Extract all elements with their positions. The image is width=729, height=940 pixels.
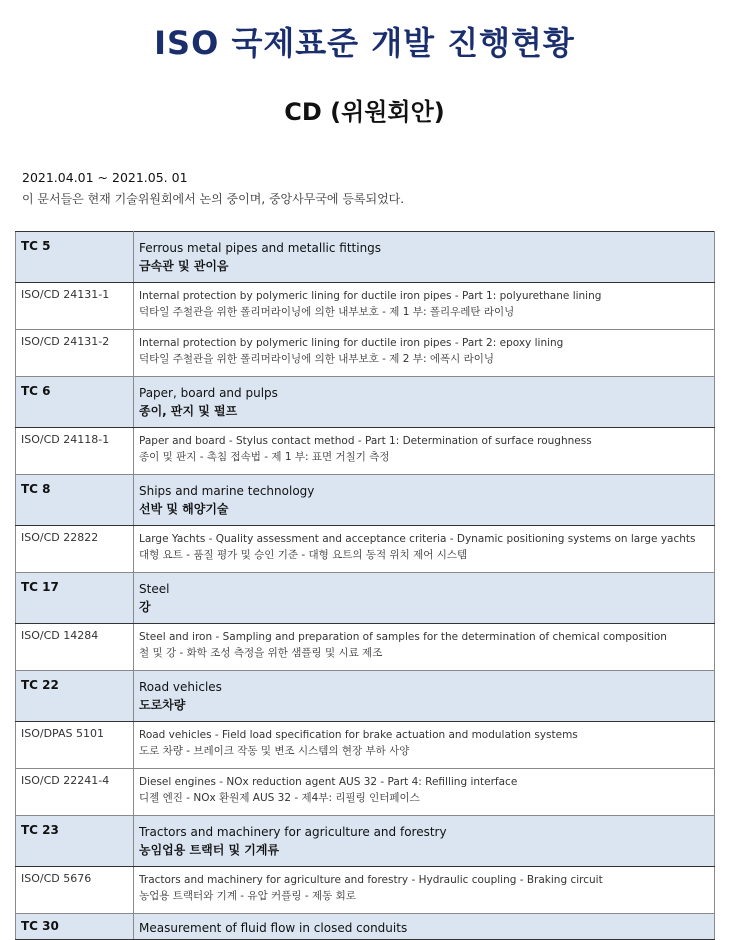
intro-note: 이 문서들은 현재 기술위원회에서 논의 중이며, 중앙사무국에 등록되었다. xyxy=(22,192,405,206)
tc-name-ko: 농임업용 트랙터 및 기계류 xyxy=(139,843,280,857)
doc-title-cell xyxy=(134,867,715,914)
tc-row xyxy=(16,816,715,867)
tc-name-cell xyxy=(134,232,715,283)
tc-row xyxy=(16,377,715,428)
tc-code: TC 23 xyxy=(16,816,134,867)
doc-title-ko: 덕타일 주철관을 위한 폴리머라이닝에 의한 내부보호 - 제 2 부: 에폭시 라이닝 xyxy=(139,353,495,365)
doc-title-ko: 종이 및 판지 - 촉침 접속법 - 제 1 부: 표면 거칠기 측정 xyxy=(139,451,390,463)
tc-name-ko: 금속관 및 관이음 xyxy=(139,259,229,273)
doc-row xyxy=(16,330,715,377)
doc-title-ko: 도로 차량 - 브레이크 작동 및 변조 시스템의 현장 부하 사양 xyxy=(139,745,410,757)
standards-table-body xyxy=(16,232,715,940)
tc-name-cell xyxy=(134,475,715,526)
doc-title-ko: 디젤 엔진 - NOx 환원제 AUS 32 - 제4부: 리필링 인터페이스 xyxy=(139,792,420,804)
page-subtitle: CD (위원회안) xyxy=(284,98,445,126)
doc-title-cell xyxy=(134,428,715,475)
doc-title-en: Diesel engines - NOx reduction agent AUS 32 - Part 4: Refilling interface xyxy=(139,776,518,788)
doc-title-en: Steel and iron - Sampling and preparation of samples for the determination of chemical composition xyxy=(139,631,667,643)
tc-name-en: Steel xyxy=(139,582,170,596)
doc-title-ko: 농업용 트랙터와 기계 - 유압 커플링 - 제동 회로 xyxy=(139,890,356,902)
tc-name-ko: 종이, 판지 및 펄프 xyxy=(139,404,238,418)
doc-title-en: Road vehicles - Field load specification for brake actuation and modulation systems xyxy=(139,729,578,741)
tc-name-cell xyxy=(134,377,715,428)
tc-name-cell xyxy=(134,573,715,624)
doc-title-en: Internal protection by polymeric lining for ductile iron pipes - Part 2: epoxy lining xyxy=(139,337,564,349)
tc-name-en: Road vehicles xyxy=(139,680,222,694)
tc-name-en: Measurement of fluid flow in closed conduits xyxy=(139,921,408,935)
doc-title-ko: 대형 요트 - 품질 평가 및 승인 기준 - 대형 요트의 동적 위치 제어 시스템 xyxy=(139,549,468,561)
tc-name-cell xyxy=(134,914,715,940)
tc-code: TC 30 xyxy=(16,914,134,940)
doc-title-ko: 덕타일 주철관을 위한 폴리머라이닝에 의한 내부보호 - 제 1 부: 폴리우레탄 라이닝 xyxy=(139,306,515,318)
tc-code: TC 17 xyxy=(16,573,134,624)
tc-name-en: Ships and marine technology xyxy=(139,484,315,498)
tc-name-ko: 선박 및 해양기술 xyxy=(139,502,229,516)
doc-row xyxy=(16,722,715,769)
tc-code: TC 22 xyxy=(16,671,134,722)
tc-name-ko: 강 xyxy=(139,600,151,614)
doc-code: ISO/DPAS 5101 xyxy=(16,722,134,769)
doc-row xyxy=(16,428,715,475)
doc-title-cell xyxy=(134,283,715,330)
tc-name-cell xyxy=(134,816,715,867)
tc-row xyxy=(16,475,715,526)
doc-title-en: Paper and board - Stylus contact method - Part 1: Determination of surface roughness xyxy=(139,435,592,447)
doc-row xyxy=(16,769,715,816)
tc-code: TC 6 xyxy=(16,377,134,428)
standards-table xyxy=(15,231,715,940)
doc-row xyxy=(16,283,715,330)
doc-code: ISO/CD 24131-2 xyxy=(16,330,134,377)
tc-row xyxy=(16,573,715,624)
doc-code: ISO/CD 24118-1 xyxy=(16,428,134,475)
tc-name-en: Ferrous metal pipes and metallic fittings xyxy=(139,241,382,255)
page-title: ISO 국제표준 개발 진행현황 xyxy=(154,24,575,62)
doc-code: ISO/CD 22822 xyxy=(16,526,134,573)
doc-row xyxy=(16,624,715,671)
doc-title-en: Tractors and machinery for agriculture and forestry - Hydraulic coupling - Braking circuit xyxy=(139,874,603,886)
tc-name-ko: 도로차량 xyxy=(139,698,186,712)
doc-code: ISO/CD 24131-1 xyxy=(16,283,134,330)
doc-title-en: Internal protection by polymeric lining for ductile iron pipes - Part 1: polyurethane lining xyxy=(139,290,602,302)
doc-code: ISO/CD 5676 xyxy=(16,867,134,914)
tc-row xyxy=(16,914,715,940)
tc-row xyxy=(16,671,715,722)
tc-code: TC 5 xyxy=(16,232,134,283)
doc-title-cell xyxy=(134,769,715,816)
doc-title-cell xyxy=(134,722,715,769)
doc-title-cell xyxy=(134,330,715,377)
tc-row xyxy=(16,232,715,283)
tc-name-cell xyxy=(134,671,715,722)
doc-title-en: Large Yachts - Quality assessment and acceptance criteria - Dynamic positioning systems on large yachts xyxy=(139,533,696,545)
doc-title-cell xyxy=(134,526,715,573)
doc-title-cell xyxy=(134,624,715,671)
doc-title-ko: 철 및 강 - 화학 조성 측정을 위한 샘플링 및 시료 제조 xyxy=(139,647,383,659)
doc-row xyxy=(16,526,715,573)
doc-row xyxy=(16,867,715,914)
tc-name-en: Paper, board and pulps xyxy=(139,386,278,400)
tc-name-en: Tractors and machinery for agriculture and forestry xyxy=(139,825,447,839)
doc-code: ISO/CD 22241-4 xyxy=(16,769,134,816)
tc-code: TC 8 xyxy=(16,475,134,526)
date-range: 2021.04.01 ~ 2021.05. 01 xyxy=(22,170,188,185)
doc-code: ISO/CD 14284 xyxy=(16,624,134,671)
